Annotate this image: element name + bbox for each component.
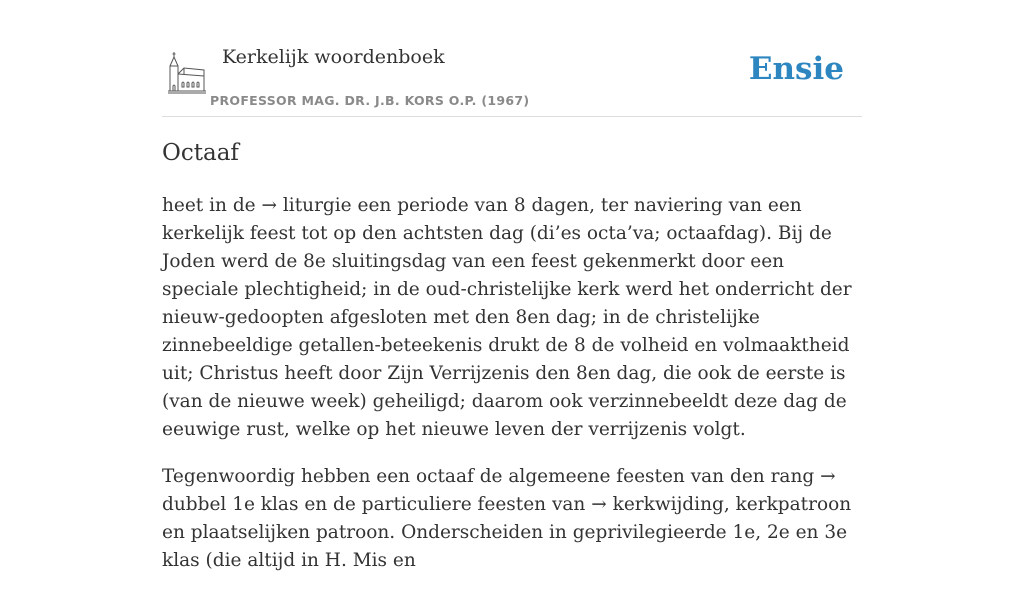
- header: [162, 40, 862, 117]
- ensie-logo-link[interactable]: Ensie: [748, 51, 844, 87]
- article-body: [162, 192, 862, 594]
- church-icon: [166, 50, 206, 94]
- book-title[interactable]: Kerkelijk woordenboek: [222, 46, 445, 68]
- article-title: Octaaf: [162, 140, 239, 166]
- article-paragraph: heet in de → liturgie een periode van 8 dagen, ter naviering van een kerkelijk feest tot op den achtsten dag (di’es octa’va; octaafdag). Bij de Joden werd de 8e sluitingsdag van een feest gekenmerkt door een speciale plechtigheid; in de oud-christelijke kerk werd het onderricht der nieuw-gedoopten afgesloten met den 8en dag; in de christelijke zinnebeeldige getallen-beteekenis drukt de 8 de volheid en volmaaktheid uit; Christus heeft door Zijn Verrijzenis den 8en dag, die ook de eerste is (van de nieuwe week) geheiligd; daarom ook verzinnebeeldt deze dag de eeuwige rust, welke op het nieuwe leven der verrijzenis volgt.: [162, 195, 852, 440]
- book-author: PROFESSOR MAG. DR. J.B. KORS O.P. (1967): [210, 93, 530, 108]
- article-paragraph: Tegenwoordig hebben een octaaf de algemeene feesten van den rang → dubbel 1e klas en de particuliere feesten van → kerkwijding, kerkpatroon en plaatselijken patroon. Onderscheiden in geprivilegieerde 1e, 2e en 3e klas (die altijd in H. Mis en: [162, 466, 852, 571]
